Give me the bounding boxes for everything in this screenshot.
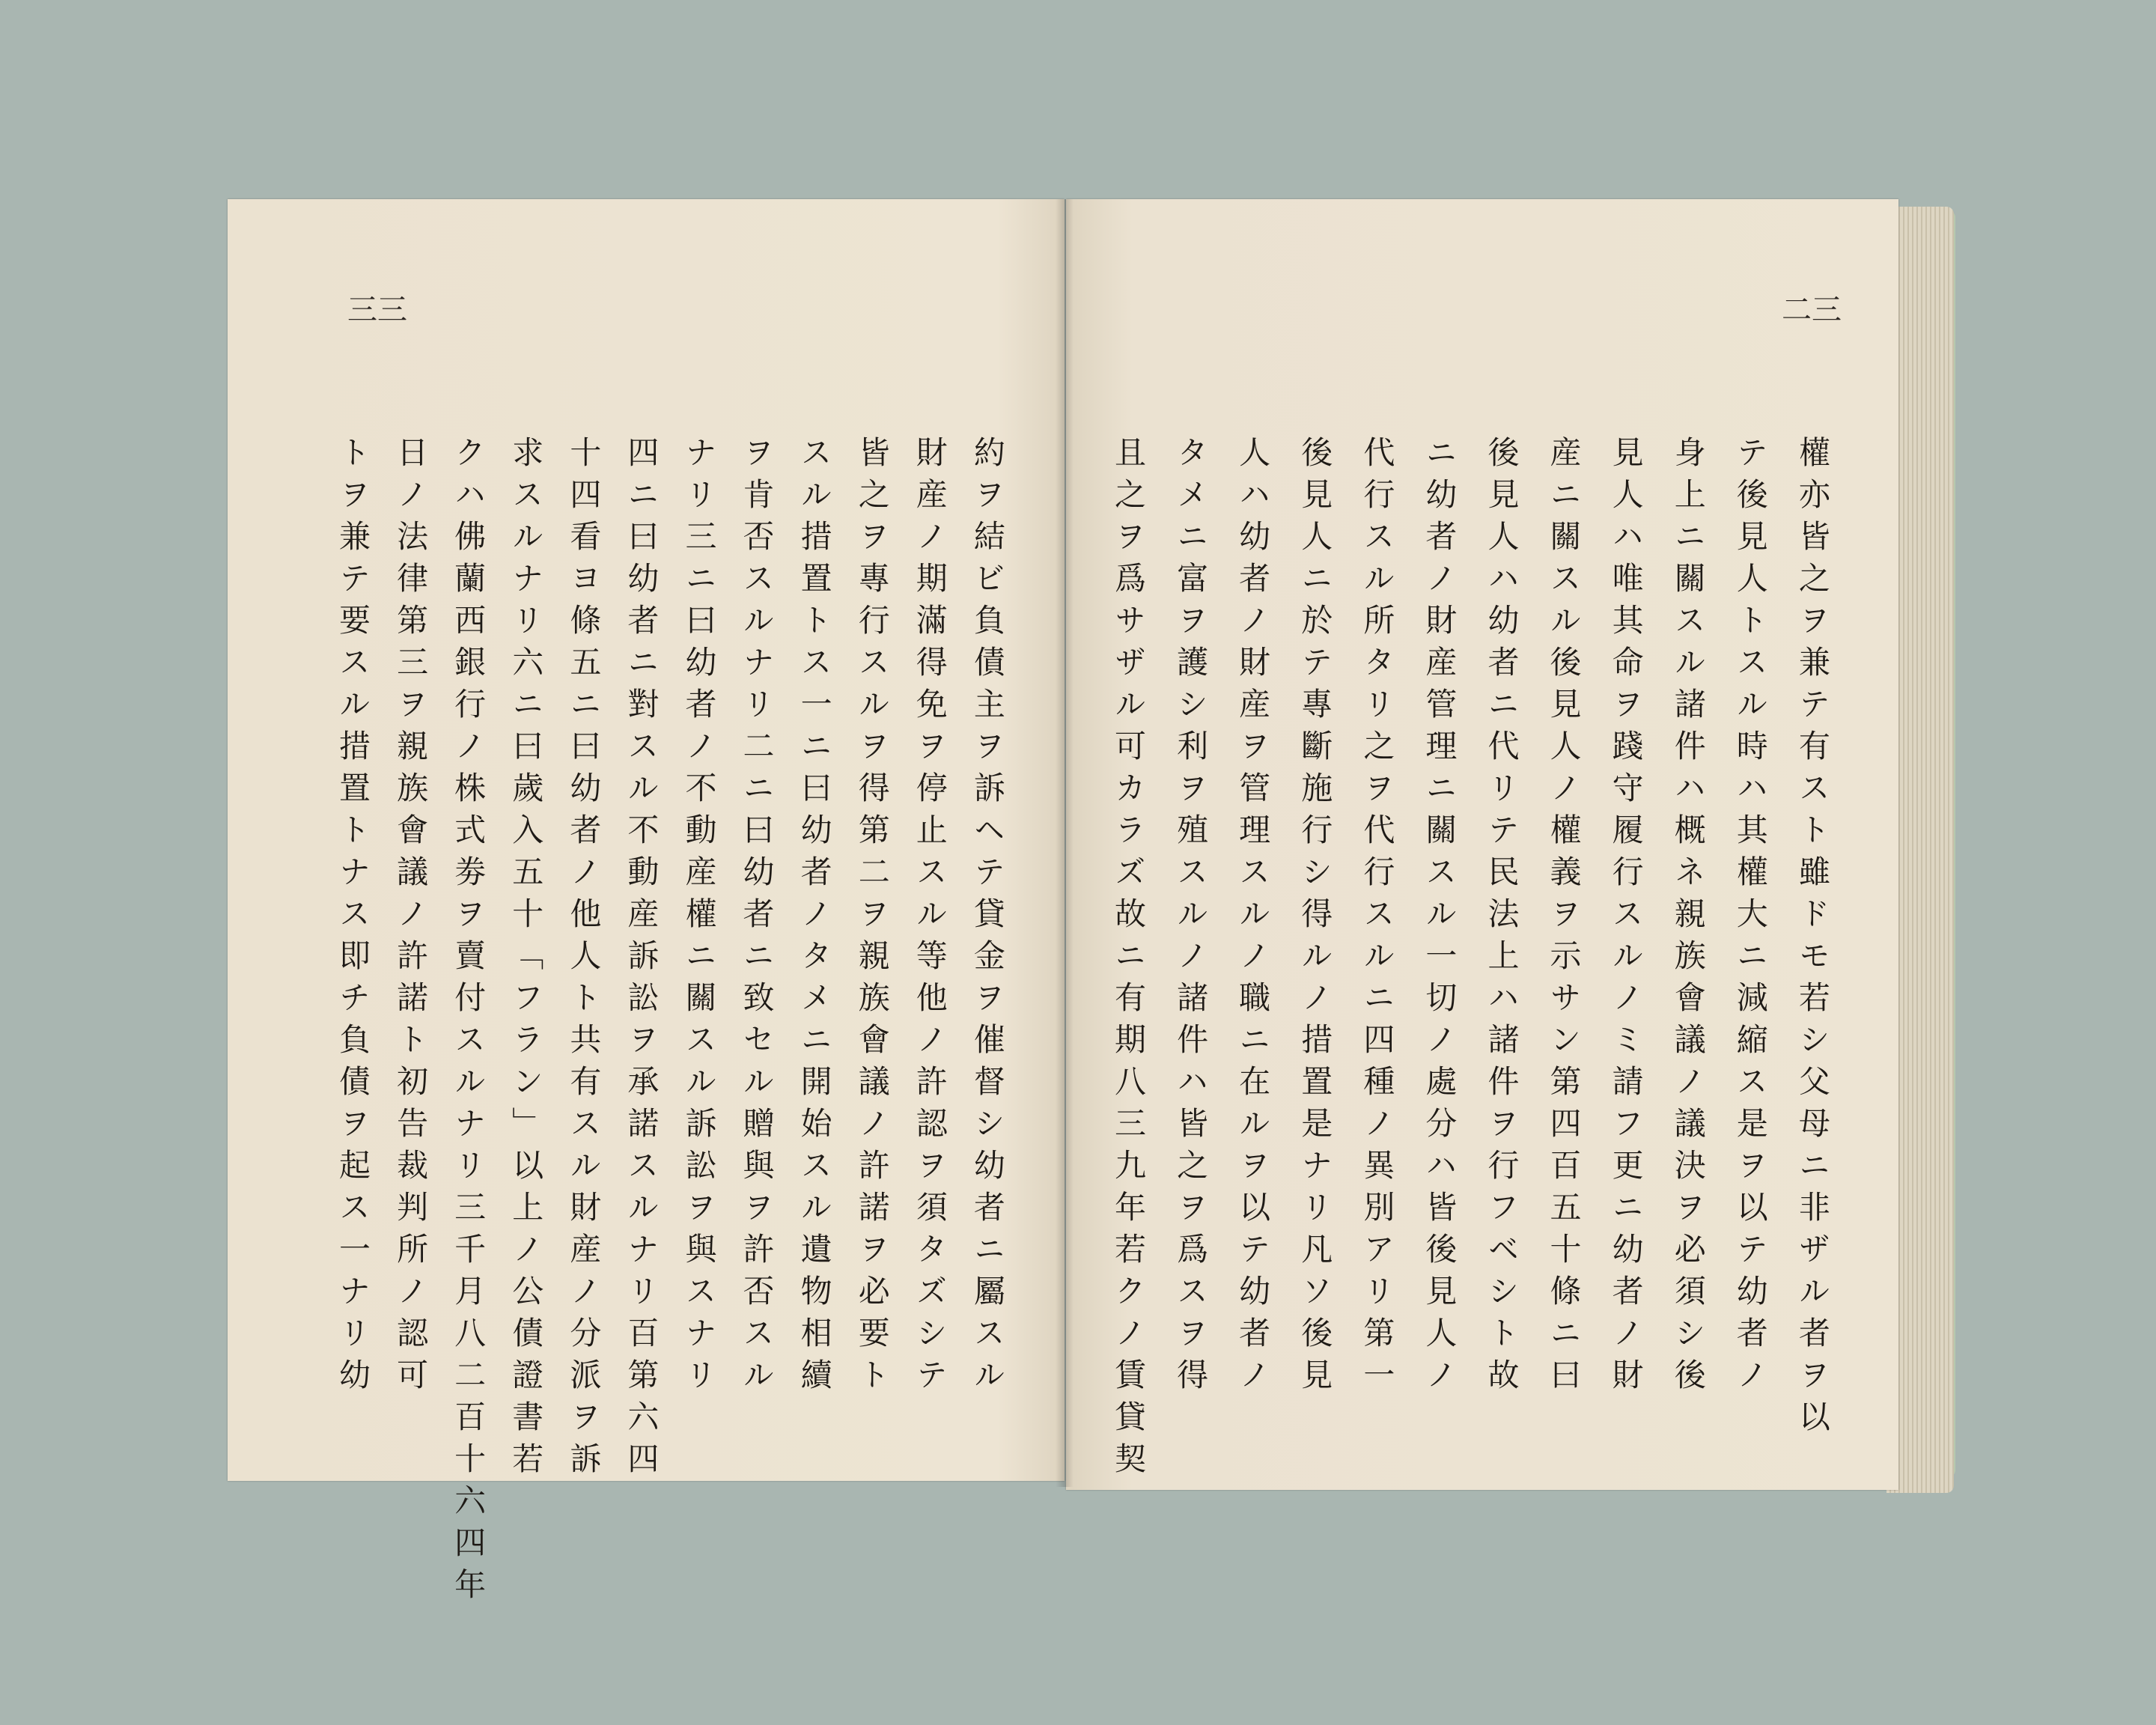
book-gutter <box>1056 199 1074 1487</box>
text-column: 人ハ幼者ノ財産ヲ管理スルノ職ニ在ルヲ以テ幼者ノ <box>1234 436 1272 1400</box>
text-column: 皆之ヲ專行スルヲ得第二ヲ親族會議ノ許諾ヲ必要ト <box>853 436 891 1400</box>
text-column: スル措置トス一ニ曰幼者ノタメニ開始スル遺物相續 <box>796 436 833 1400</box>
text-column: 十四看ヨ條五ニ曰幼者ノ他人ト共有スル財産ノ分派ヲ訴 <box>565 436 603 1484</box>
text-column: 見人ハ唯其命ヲ踐守履行スルノミ請フ更ニ幼者ノ財 <box>1607 436 1645 1400</box>
left-page-text <box>332 436 1006 1664</box>
text-column: 日ノ法律第三ヲ親族會議ノ許諾ト初告裁判所ノ認可 <box>392 436 430 1400</box>
text-column: 後見人ニ於テ專斷施行シ得ルノ措置是ナリ凡ソ後見 <box>1297 436 1334 1400</box>
text-column: 求スルナリ六ニ曰歲入五十「フラン」以上ノ公債證書若 <box>508 436 545 1484</box>
text-column: 産ニ關スル後見人ノ權義ヲ示サン第四百五十條ニ曰 <box>1545 436 1583 1400</box>
text-column: 身上ニ關スル諸件ハ概ネ親族會議ノ議決ヲ必須シ後 <box>1669 436 1707 1400</box>
text-column: 四ニ曰幼者ニ對スル不動産訴訟ヲ承諾スルナリ百第六四 <box>623 436 660 1484</box>
right-page <box>1066 199 1898 1490</box>
text-column: ナリ三ニ曰幼者ノ不動産權ニ關スル訴訟ヲ與スナリ <box>680 436 718 1400</box>
right-page-text <box>1108 436 1831 1664</box>
left-page <box>228 199 1065 1610</box>
text-column: 財産ノ期滿得免ヲ停止スル等他ノ許認ヲ須タズシテ <box>911 436 948 1400</box>
text-column: タメニ富ヲ護シ利ヲ殖スルノ諸件ハ皆之ヲ爲スヲ得 <box>1172 436 1210 1400</box>
text-column: 代行スル所タリ之ヲ代行スルニ四種ノ異別アリ第一 <box>1359 436 1396 1400</box>
text-column: 權亦皆之ヲ兼テ有スト雖ドモ若シ父母ニ非ザル者ヲ以 <box>1794 436 1831 1442</box>
text-column: ヲ肯否スルナリ二ニ曰幼者ニ致セル贈與ヲ許否スル <box>738 436 776 1400</box>
text-column: ニ幼者ノ財産管理ニ關スル一切ノ處分ハ皆後見人ノ <box>1421 436 1458 1400</box>
right-page-number: 二三 <box>1782 293 1842 327</box>
text-column: 約ヲ結ビ負債主ヲ訴ヘテ貸金ヲ催督シ幼者ニ屬スル <box>969 436 1006 1400</box>
text-column: クハ佛蘭西銀行ノ株式劵ヲ賣付スルナリ三千月八二百十六四年 <box>450 436 487 1610</box>
text-column: トヲ兼テ要スル措置トナス即チ負債ヲ起ス一ナリ幼 <box>335 436 371 1400</box>
left-page-number: 三三 <box>347 293 407 327</box>
text-column: 後見人ハ幼者ニ代リテ民法上ハ諸件ヲ行フベシト故 <box>1483 436 1520 1400</box>
text-column: テ後見人トスル時ハ其權大ニ減縮ス是ヲ以テ幼者ノ <box>1732 436 1769 1400</box>
text-column: 且之ヲ爲サザル可カラズ故ニ有期八三九年若クノ賃貸契 <box>1110 436 1147 1484</box>
